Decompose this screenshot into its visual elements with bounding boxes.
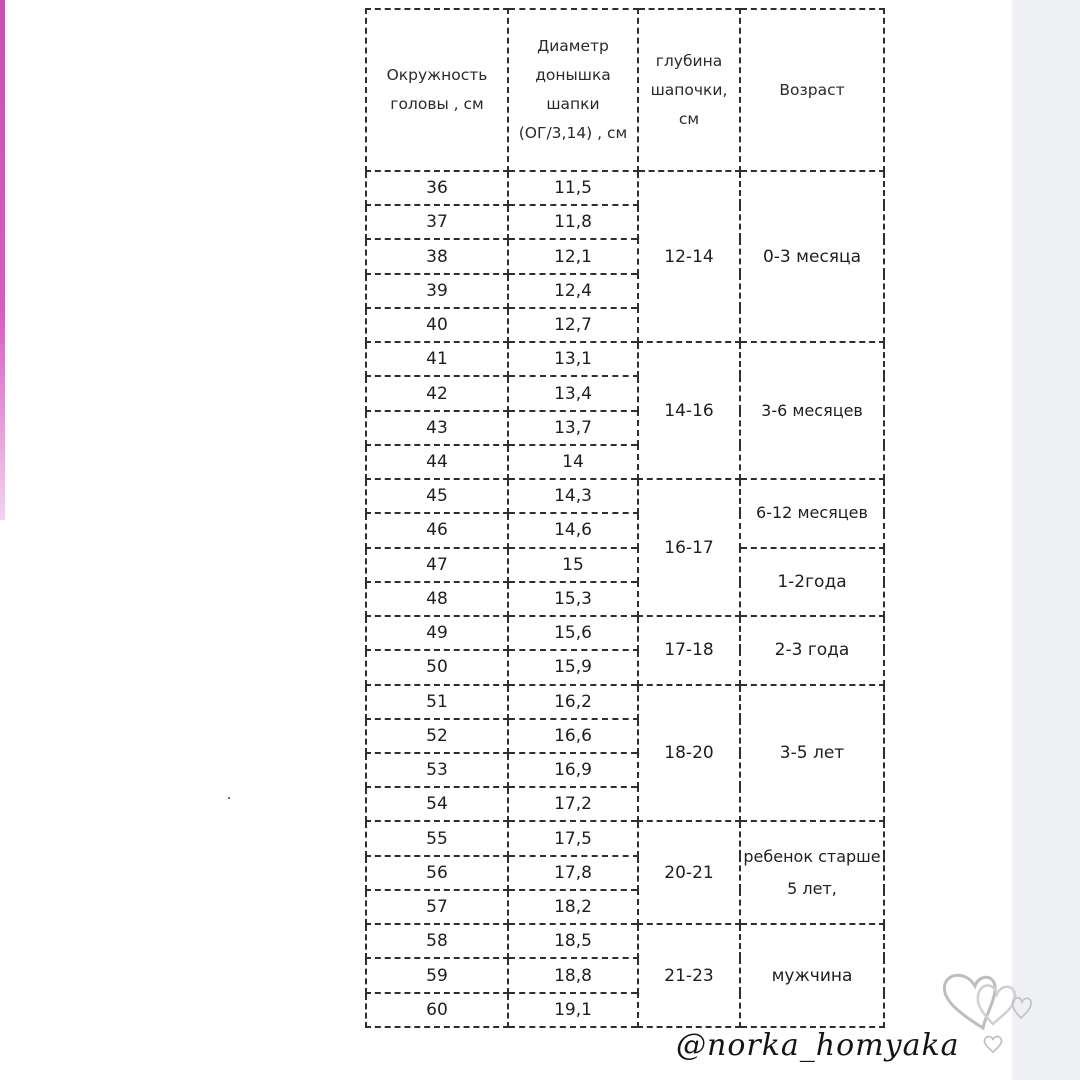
- cell-age: 2-3 года: [740, 616, 884, 684]
- table-row: [366, 685, 884, 719]
- table-body: [366, 171, 884, 1027]
- cell-hat-depth: 18-20: [638, 685, 740, 822]
- cell-age: 3-6 месяцев: [740, 342, 884, 479]
- cell-head-circumference: 45: [366, 479, 508, 513]
- cell-head-circumference: 43: [366, 411, 508, 445]
- cell-age: мужчина: [740, 924, 884, 1027]
- cell-crown-diameter: 15,6: [508, 616, 638, 650]
- table-row: [366, 924, 884, 958]
- cell-head-circumference: 37: [366, 205, 508, 239]
- cell-head-circumference: 44: [366, 445, 508, 479]
- header-hat-depth: глубина шапочки, см: [638, 9, 740, 171]
- table-row: [366, 479, 884, 513]
- cell-crown-diameter: 16,2: [508, 685, 638, 719]
- cell-crown-diameter: 12,4: [508, 274, 638, 308]
- cell-head-circumference: 54: [366, 787, 508, 821]
- cell-crown-diameter: 15,3: [508, 582, 638, 616]
- cell-age: ребенок старше 5 лет,: [740, 821, 884, 924]
- cell-age: 6-12 месяцев: [740, 479, 884, 547]
- small-heart-icon: [982, 1034, 1004, 1054]
- cell-head-circumference: 53: [366, 753, 508, 787]
- cell-hat-depth: 16-17: [638, 479, 740, 616]
- cell-crown-diameter: 16,6: [508, 719, 638, 753]
- cell-crown-diameter: 13,7: [508, 411, 638, 445]
- cell-crown-diameter: 13,1: [508, 342, 638, 376]
- cell-crown-diameter: 18,2: [508, 890, 638, 924]
- cell-crown-diameter: 15,9: [508, 650, 638, 684]
- cell-crown-diameter: 11,5: [508, 171, 638, 205]
- cell-hat-depth: 20-21: [638, 821, 740, 924]
- cell-head-circumference: 51: [366, 685, 508, 719]
- cell-head-circumference: 52: [366, 719, 508, 753]
- dust-speck: [228, 797, 230, 799]
- cell-crown-diameter: 17,5: [508, 821, 638, 855]
- hat-size-table: [365, 8, 885, 1028]
- cell-crown-diameter: 17,8: [508, 856, 638, 890]
- cell-hat-depth: 12-14: [638, 171, 740, 342]
- cell-age: 3-5 лет: [740, 685, 884, 822]
- header-age: Возраст: [740, 9, 884, 171]
- table-row: [366, 342, 884, 376]
- table-row: [366, 821, 884, 855]
- cell-crown-diameter: 11,8: [508, 205, 638, 239]
- cell-head-circumference: 59: [366, 958, 508, 992]
- cell-crown-diameter: 19,1: [508, 993, 638, 1027]
- cell-hat-depth: 14-16: [638, 342, 740, 479]
- cell-crown-diameter: 14: [508, 445, 638, 479]
- cell-crown-diameter: 12,1: [508, 239, 638, 273]
- cell-age: 1-2года: [740, 548, 884, 616]
- cell-crown-diameter: 15: [508, 548, 638, 582]
- table-row: [366, 171, 884, 205]
- cell-head-circumference: 36: [366, 171, 508, 205]
- bottom-margin-band: [1012, 1040, 1080, 1080]
- cell-head-circumference: 46: [366, 513, 508, 547]
- cell-crown-diameter: 12,7: [508, 308, 638, 342]
- right-margin-band: [1012, 0, 1080, 1080]
- cell-crown-diameter: 13,4: [508, 376, 638, 410]
- cell-head-circumference: 57: [366, 890, 508, 924]
- cell-crown-diameter: 14,3: [508, 479, 638, 513]
- cell-crown-diameter: 18,5: [508, 924, 638, 958]
- cell-head-circumference: 50: [366, 650, 508, 684]
- cell-head-circumference: 48: [366, 582, 508, 616]
- author-signature: @norka_homyaka: [676, 1028, 960, 1063]
- cell-head-circumference: 56: [366, 856, 508, 890]
- table-row: [366, 616, 884, 650]
- cell-hat-depth: 17-18: [638, 616, 740, 684]
- cell-head-circumference: 39: [366, 274, 508, 308]
- cell-head-circumference: 41: [366, 342, 508, 376]
- cell-age: 0-3 месяца: [740, 171, 884, 342]
- header-crown-diameter: Диаметр донышка шапки (ОГ/3,14) , см: [508, 9, 638, 171]
- table-header: [366, 9, 884, 171]
- header-head-circumference: Окружность головы , см: [366, 9, 508, 171]
- cell-head-circumference: 40: [366, 308, 508, 342]
- cell-head-circumference: 58: [366, 924, 508, 958]
- cell-head-circumference: 49: [366, 616, 508, 650]
- pink-edge-stripe: [0, 0, 5, 520]
- table-row: [366, 548, 884, 582]
- cell-crown-diameter: 17,2: [508, 787, 638, 821]
- cell-head-circumference: 38: [366, 239, 508, 273]
- cell-head-circumference: 60: [366, 993, 508, 1027]
- hearts-icon: [935, 968, 1035, 1034]
- header-row: [366, 9, 884, 171]
- cell-head-circumference: 42: [366, 376, 508, 410]
- cell-hat-depth: 21-23: [638, 924, 740, 1027]
- cell-head-circumference: 47: [366, 548, 508, 582]
- cell-crown-diameter: 16,9: [508, 753, 638, 787]
- cell-head-circumference: 55: [366, 821, 508, 855]
- cell-crown-diameter: 14,6: [508, 513, 638, 547]
- cell-crown-diameter: 18,8: [508, 958, 638, 992]
